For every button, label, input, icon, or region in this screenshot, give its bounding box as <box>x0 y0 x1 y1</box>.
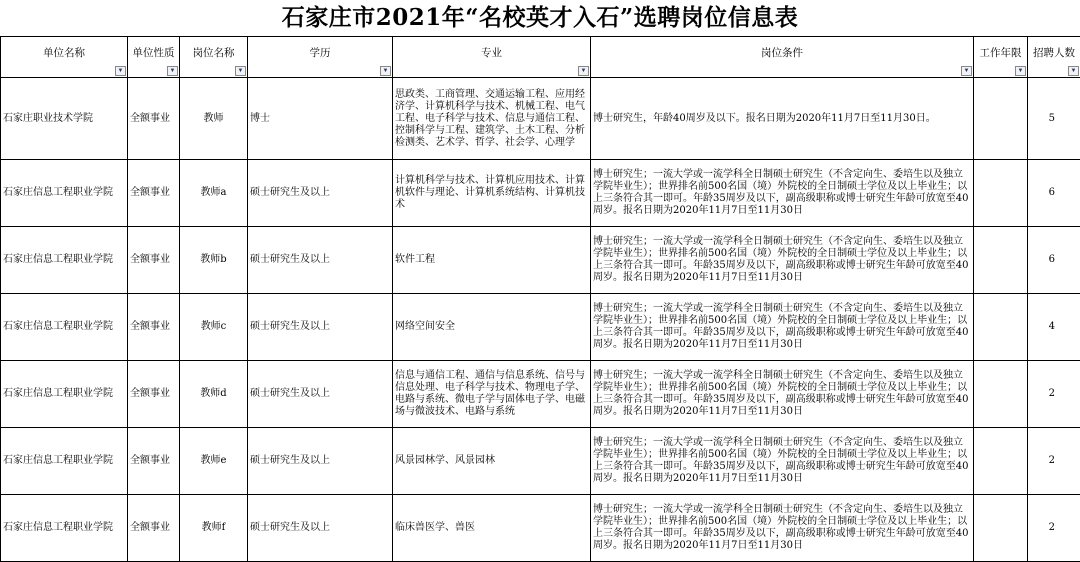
filter-dropdown-icon[interactable]: ▼ <box>167 66 178 76</box>
cell-post: 教师b <box>180 227 248 294</box>
table-row <box>1 160 1080 227</box>
header-cond <box>591 37 974 78</box>
cell-edu: 博士 <box>248 78 393 160</box>
filter-dropdown-icon[interactable]: ▼ <box>578 66 589 76</box>
cell-cond: 博士研究生；一流大学或一流学科全日制硕士研究生（不含定向生、委培生以及独立学院毕业生）；世界排名前500名国（境）外院校的全日制硕士学位及以上毕业生；以上三条符合其一即可。年龄35周岁及以下，副高级职称或博士研究生年龄可放宽至40周岁。报名日期为2020年11月7日至11月30日 <box>591 428 974 495</box>
cell-post: 教师a <box>180 160 248 227</box>
cell-edu: 硕士研究生及以上 <box>248 361 393 428</box>
cell-cond: 博士研究生；一流大学或一流学科全日制硕士研究生（不含定向生、委培生以及独立学院毕业生）；世界排名前500名国（境）外院校的全日制硕士学位及以上毕业生；以上三条符合其一即可。年龄35周岁及以下，副高级职称或博士研究生年龄可放宽至40周岁。报名日期为2020年11月7日至11月30日 <box>591 495 974 562</box>
cell-edu: 硕士研究生及以上 <box>248 495 393 562</box>
cell-major: 临床兽医学、兽医 <box>393 495 591 562</box>
header-count <box>1028 37 1080 78</box>
cell-years <box>974 495 1028 562</box>
header-years-label: 工作年限 <box>980 47 1022 59</box>
table-row <box>1 361 1080 428</box>
filter-dropdown-icon[interactable]: ▼ <box>380 66 391 76</box>
header-major-label: 专业 <box>481 47 502 59</box>
cell-years <box>974 227 1028 294</box>
cell-major: 网络空间安全 <box>393 294 591 361</box>
cell-count: 2 <box>1028 495 1080 562</box>
cell-nature: 全额事业 <box>128 294 180 361</box>
table-row <box>1 495 1080 562</box>
header-cond-label: 岗位条件 <box>761 47 803 59</box>
cell-cond: 博士研究生，年龄40周岁及以下。报名日期为2020年11月7日至11月30日。 <box>591 78 974 160</box>
cell-nature: 全额事业 <box>128 227 180 294</box>
cell-years <box>974 294 1028 361</box>
cell-major: 计算机科学与技术、计算机应用技术、计算机软件与理论、计算机系统结构、计算机技术 <box>393 160 591 227</box>
cell-years <box>974 428 1028 495</box>
cell-nature: 全额事业 <box>128 361 180 428</box>
table-row <box>1 227 1080 294</box>
header-count-label: 招聘人数 <box>1033 47 1075 59</box>
cell-unit: 石家庄职业技术学院 <box>1 78 128 160</box>
cell-count: 4 <box>1028 294 1080 361</box>
cell-years <box>974 361 1028 428</box>
table-row <box>1 294 1080 361</box>
cell-count: 5 <box>1028 78 1080 160</box>
filter-dropdown-icon[interactable]: ▼ <box>1015 66 1026 76</box>
cell-nature: 全额事业 <box>128 428 180 495</box>
page-title: 石家庄市2021年“名校英才入石”选聘岗位信息表 <box>0 0 1080 36</box>
cell-cond: 博士研究生；一流大学或一流学科全日制硕士研究生（不含定向生、委培生以及独立学院毕业生）；世界排名前500名国（境）外院校的全日制硕士学位及以上毕业生；以上三条符合其一即可。年龄35周岁及以下，副高级职称或博士研究生年龄可放宽至40周岁。报名日期为2020年11月7日至11月30日 <box>591 361 974 428</box>
table-row <box>1 428 1080 495</box>
cell-cond: 博士研究生；一流大学或一流学科全日制硕士研究生（不含定向生、委培生以及独立学院毕业生）；世界排名前500名国（境）外院校的全日制硕士学位及以上毕业生；以上三条符合其一即可。年龄35周岁及以下，副高级职称或博士研究生年龄可放宽至40周岁。报名日期为2020年11月7日至11月30日 <box>591 294 974 361</box>
cell-major: 信息与通信工程、通信与信息系统、信号与信息处理、电子科学与技术、物理电子学、电路与系统、微电子学与固体电子学、电磁场与微波技术、电路与系统 <box>393 361 591 428</box>
filter-dropdown-icon[interactable]: ▼ <box>235 66 246 76</box>
cell-major: 思政类、工商管理、交通运输工程、应用经济学、计算机科学与技术、机械工程、电气工程、电子科学与技术、信息与通信工程、控制科学与工程、建筑学、土木工程、分析检测类、艺术学、哲学、社会学、心理学 <box>393 78 591 160</box>
cell-major: 软件工程 <box>393 227 591 294</box>
cell-post: 教师 <box>180 78 248 160</box>
header-row <box>1 37 1080 78</box>
cell-unit: 石家庄信息工程职业学院 <box>1 428 128 495</box>
cell-major: 风景园林学、风景园林 <box>393 428 591 495</box>
cell-edu: 硕士研究生及以上 <box>248 160 393 227</box>
cell-count: 6 <box>1028 160 1080 227</box>
cell-cond: 博士研究生；一流大学或一流学科全日制硕士研究生（不含定向生、委培生以及独立学院毕业生）；世界排名前500名国（境）外院校的全日制硕士学位及以上毕业生；以上三条符合其一即可。年龄35周岁及以下，副高级职称或博士研究生年龄可放宽至40周岁。报名日期为2020年11月7日至11月30日 <box>591 160 974 227</box>
header-nature-label: 单位性质 <box>133 47 175 59</box>
header-edu-label: 学历 <box>310 47 331 59</box>
header-years <box>974 37 1028 78</box>
cell-post: 教师e <box>180 428 248 495</box>
table-row <box>1 78 1080 160</box>
cell-post: 教师c <box>180 294 248 361</box>
cell-edu: 硕士研究生及以上 <box>248 227 393 294</box>
cell-count: 2 <box>1028 428 1080 495</box>
cell-unit: 石家庄信息工程职业学院 <box>1 227 128 294</box>
cell-edu: 硕士研究生及以上 <box>248 428 393 495</box>
cell-unit: 石家庄信息工程职业学院 <box>1 294 128 361</box>
cell-unit: 石家庄信息工程职业学院 <box>1 160 128 227</box>
header-edu <box>248 37 393 78</box>
header-unit <box>1 37 128 78</box>
cell-nature: 全额事业 <box>128 78 180 160</box>
header-post <box>180 37 248 78</box>
header-unit-label: 单位名称 <box>43 47 85 59</box>
cell-nature: 全额事业 <box>128 160 180 227</box>
cell-years <box>974 78 1028 160</box>
cell-cond: 博士研究生；一流大学或一流学科全日制硕士研究生（不含定向生、委培生以及独立学院毕业生）；世界排名前500名国（境）外院校的全日制硕士学位及以上毕业生；以上三条符合其一即可。年龄35周岁及以下，副高级职称或博士研究生年龄可放宽至40周岁。报名日期为2020年11月7日至11月30日 <box>591 227 974 294</box>
header-post-label: 岗位名称 <box>193 47 235 59</box>
cell-unit: 石家庄信息工程职业学院 <box>1 361 128 428</box>
filter-dropdown-icon[interactable]: ▼ <box>1068 66 1079 76</box>
cell-nature: 全额事业 <box>128 495 180 562</box>
filter-dropdown-icon[interactable]: ▼ <box>961 66 972 76</box>
cell-post: 教师f <box>180 495 248 562</box>
filter-dropdown-icon[interactable]: ▼ <box>115 66 126 76</box>
positions-table <box>0 36 1080 562</box>
cell-unit: 石家庄信息工程职业学院 <box>1 495 128 562</box>
cell-post: 教师d <box>180 361 248 428</box>
header-nature <box>128 37 180 78</box>
cell-count: 6 <box>1028 227 1080 294</box>
header-major <box>393 37 591 78</box>
cell-count: 2 <box>1028 361 1080 428</box>
cell-years <box>974 160 1028 227</box>
cell-edu: 硕士研究生及以上 <box>248 294 393 361</box>
